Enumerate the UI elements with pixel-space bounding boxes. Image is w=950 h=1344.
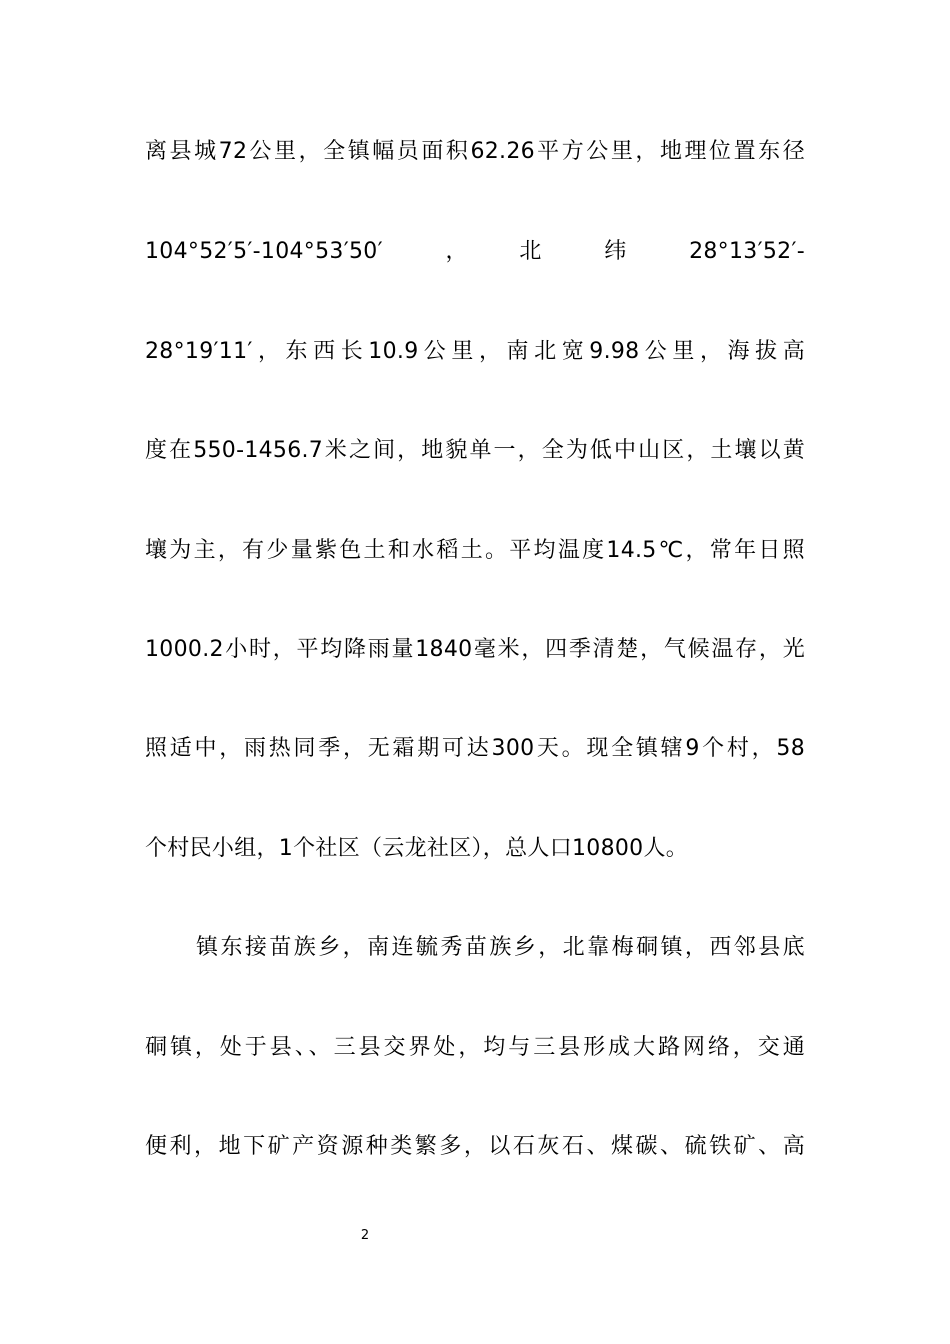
- paragraph-first-line: 镇东接苗族乡，南连毓秀苗族乡，北靠梅硐镇，西邻县底: [196, 935, 805, 960]
- text-line: 104°52′5′-104°53′50′ ， 北 纬 28°13′52′-: [145, 239, 805, 264]
- text-line: 度在550-1456.7米之间，地貌单一，全为低中山区，土壤以黄: [145, 438, 805, 463]
- text-line: 照适中，雨热同季，无霜期可达300天。现全镇辖9个村，58: [145, 736, 805, 761]
- text-line: 硐镇，处于县、、三县交界处，均与三县形成大路网络，交通: [145, 1035, 805, 1060]
- text-line: 便利，地下矿产资源种类繁多，以石灰石、煤碳、硫铁矿、高: [145, 1134, 805, 1159]
- text-line: 28°19′11′，东西长10.9公里，南北宽9.98公里，海拔高: [145, 339, 805, 364]
- text-line: 1000.2小时，平均降雨量1840毫米，四季清楚，气候温存，光: [145, 637, 805, 662]
- text-line: 个村民小组，1个社区（云龙社区），总人口10800人。: [145, 836, 689, 861]
- text-line: 离县城72公里，全镇幅员面积62.26平方公里，地理位置东径: [145, 139, 805, 164]
- page-number: 2: [360, 1228, 370, 1243]
- text-line: 壤为主，有少量紫色土和水稻土。平均温度14.5℃，常年日照: [145, 538, 805, 563]
